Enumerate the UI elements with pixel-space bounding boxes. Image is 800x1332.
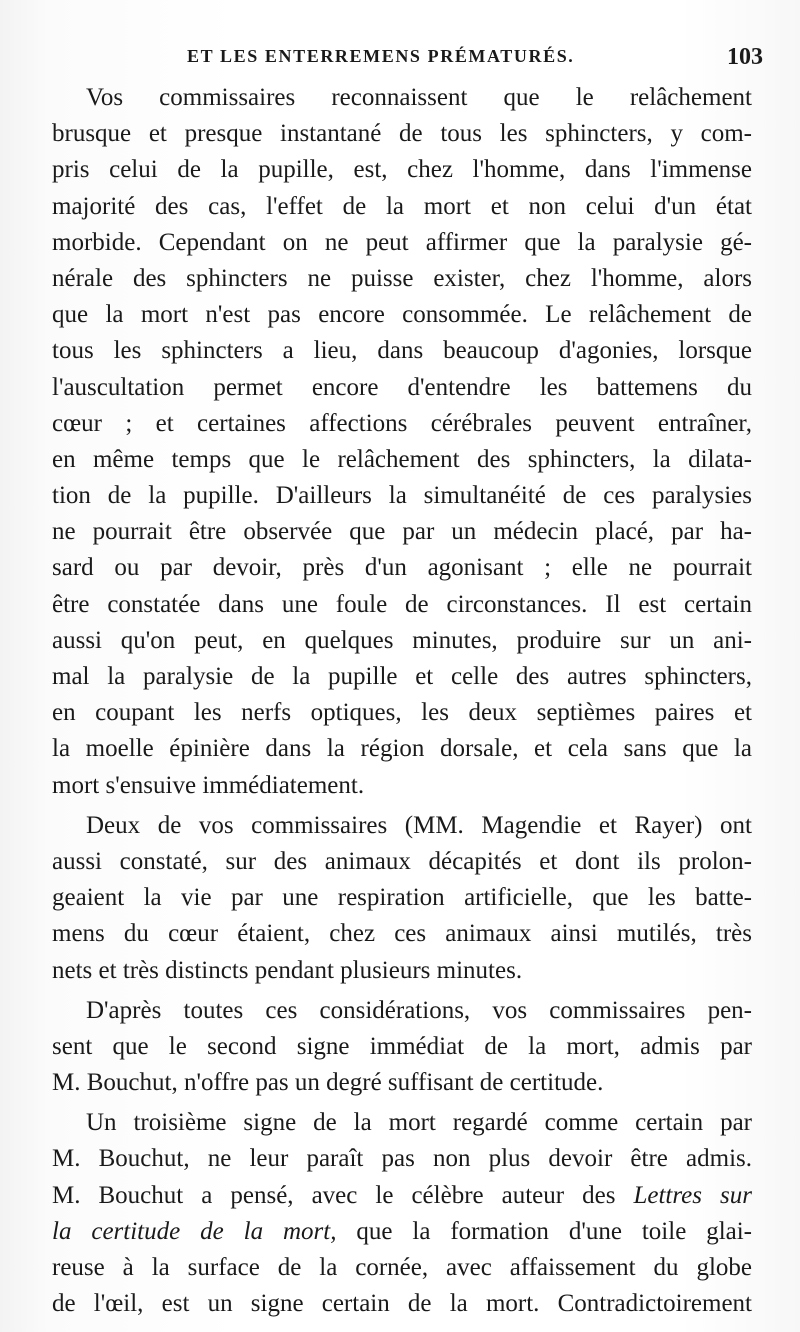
text-line: brusque et presque instantané de tous les sphincters, y com- — [52, 120, 752, 148]
page-number: 103 — [727, 44, 763, 70]
text-line: M. Bouchut, ne leur paraît pas non plus devoir être admis. — [52, 1145, 752, 1173]
text-line-with-italic — [52, 1214, 752, 1250]
text-line: pris celui de la pupille, est, chez l'homme, dans l'immense — [52, 156, 752, 184]
text-line: nets et très distincts pendant plusieurs minutes. — [52, 956, 523, 984]
running-head: ET LES ENTERREMENS PRÉMATURÉS. — [187, 46, 575, 66]
text-line: sard ou par devoir, près d'un agonisant ; elle ne pourrait — [52, 554, 752, 582]
text-line: être constatée dans une foule de circonstances. Il est certain — [52, 590, 752, 618]
text-line: la moelle épinière dans la région dorsale, et cela sans que la — [52, 735, 752, 763]
text-line: que la mort n'est pas encore consommée. Le relâchement de — [52, 301, 752, 329]
italic-title-segment: Lettres sur — [633, 1181, 752, 1209]
text-line: de l'œil, est un signe certain de la mort. Contradictoirement — [52, 1290, 752, 1318]
text-line: mal la paralysie de la pupille et celle des autres sphincters, — [52, 663, 752, 690]
text-line: Un troisième signe de la mort regardé comme certain par — [86, 1109, 752, 1137]
text-line: morbide. Cependant on ne peut affirmer que la paralysie gé- — [52, 228, 752, 256]
text-line: D'après toutes ces considérations, vos commissaires pen- — [86, 996, 752, 1024]
text-line: aussi qu'on peut, en quelques minutes, produire sur un ani- — [52, 626, 752, 654]
text-line: Vos commissaires reconnaissent que le relâchement — [86, 84, 752, 111]
text-line: en même temps que le relâchement des sphincters, la dilata- — [52, 445, 752, 473]
text-line: cœur ; et certaines affections cérébrales peuvent entraîner, — [52, 409, 752, 437]
text-line: mort s'ensuive immédiatement. — [52, 771, 365, 799]
text-line: nérale des sphincters ne puisse exister, chez l'homme, alors — [52, 264, 752, 292]
text-segment: M. Bouchut a pensé, avec le célèbre auteur des — [52, 1181, 616, 1209]
text-line: tion de la pupille. D'ailleurs la simultanéité de ces paralysies — [52, 482, 752, 510]
text-line: Deux de vos commissaires (MM. Magendie et Rayer) ont — [86, 811, 752, 839]
body-text — [52, 80, 752, 1322]
text-line: majorité des cas, l'effet de la mort et non celui d'un état — [52, 192, 752, 220]
text-line: tous les sphincters a lieu, dans beaucoup d'agonies, lorsque — [52, 337, 752, 365]
text-line: sent que le second signe immédiat de la mort, admis par — [52, 1032, 752, 1060]
text-line: l'auscultation permet encore d'entendre les battemens du — [52, 373, 752, 401]
text-line-with-italic — [52, 1178, 752, 1214]
text-line: en coupant les nerfs optiques, les deux septièmes paires et — [52, 699, 752, 727]
text-segment: que la formation d'une toile glai- — [356, 1217, 753, 1245]
text-line: mens du cœur étaient, chez ces animaux ainsi mutilés, très — [52, 920, 752, 948]
italic-title-segment: la certitude de la mort, — [52, 1217, 337, 1245]
text-line: M. Bouchut, n'offre pas un degré suffisant de certitude. — [52, 1069, 604, 1097]
page-header — [52, 44, 767, 78]
text-line: geaient la vie par une respiration artificielle, que les batte- — [52, 884, 752, 912]
text-line: aussi constaté, sur des animaux décapités et dont ils prolon- — [52, 847, 752, 875]
text-line: ne pourrait être observée que par un médecin placé, par ha- — [52, 518, 752, 546]
text-line: reuse à la surface de la cornée, avec affaissement du globe — [52, 1254, 752, 1281]
